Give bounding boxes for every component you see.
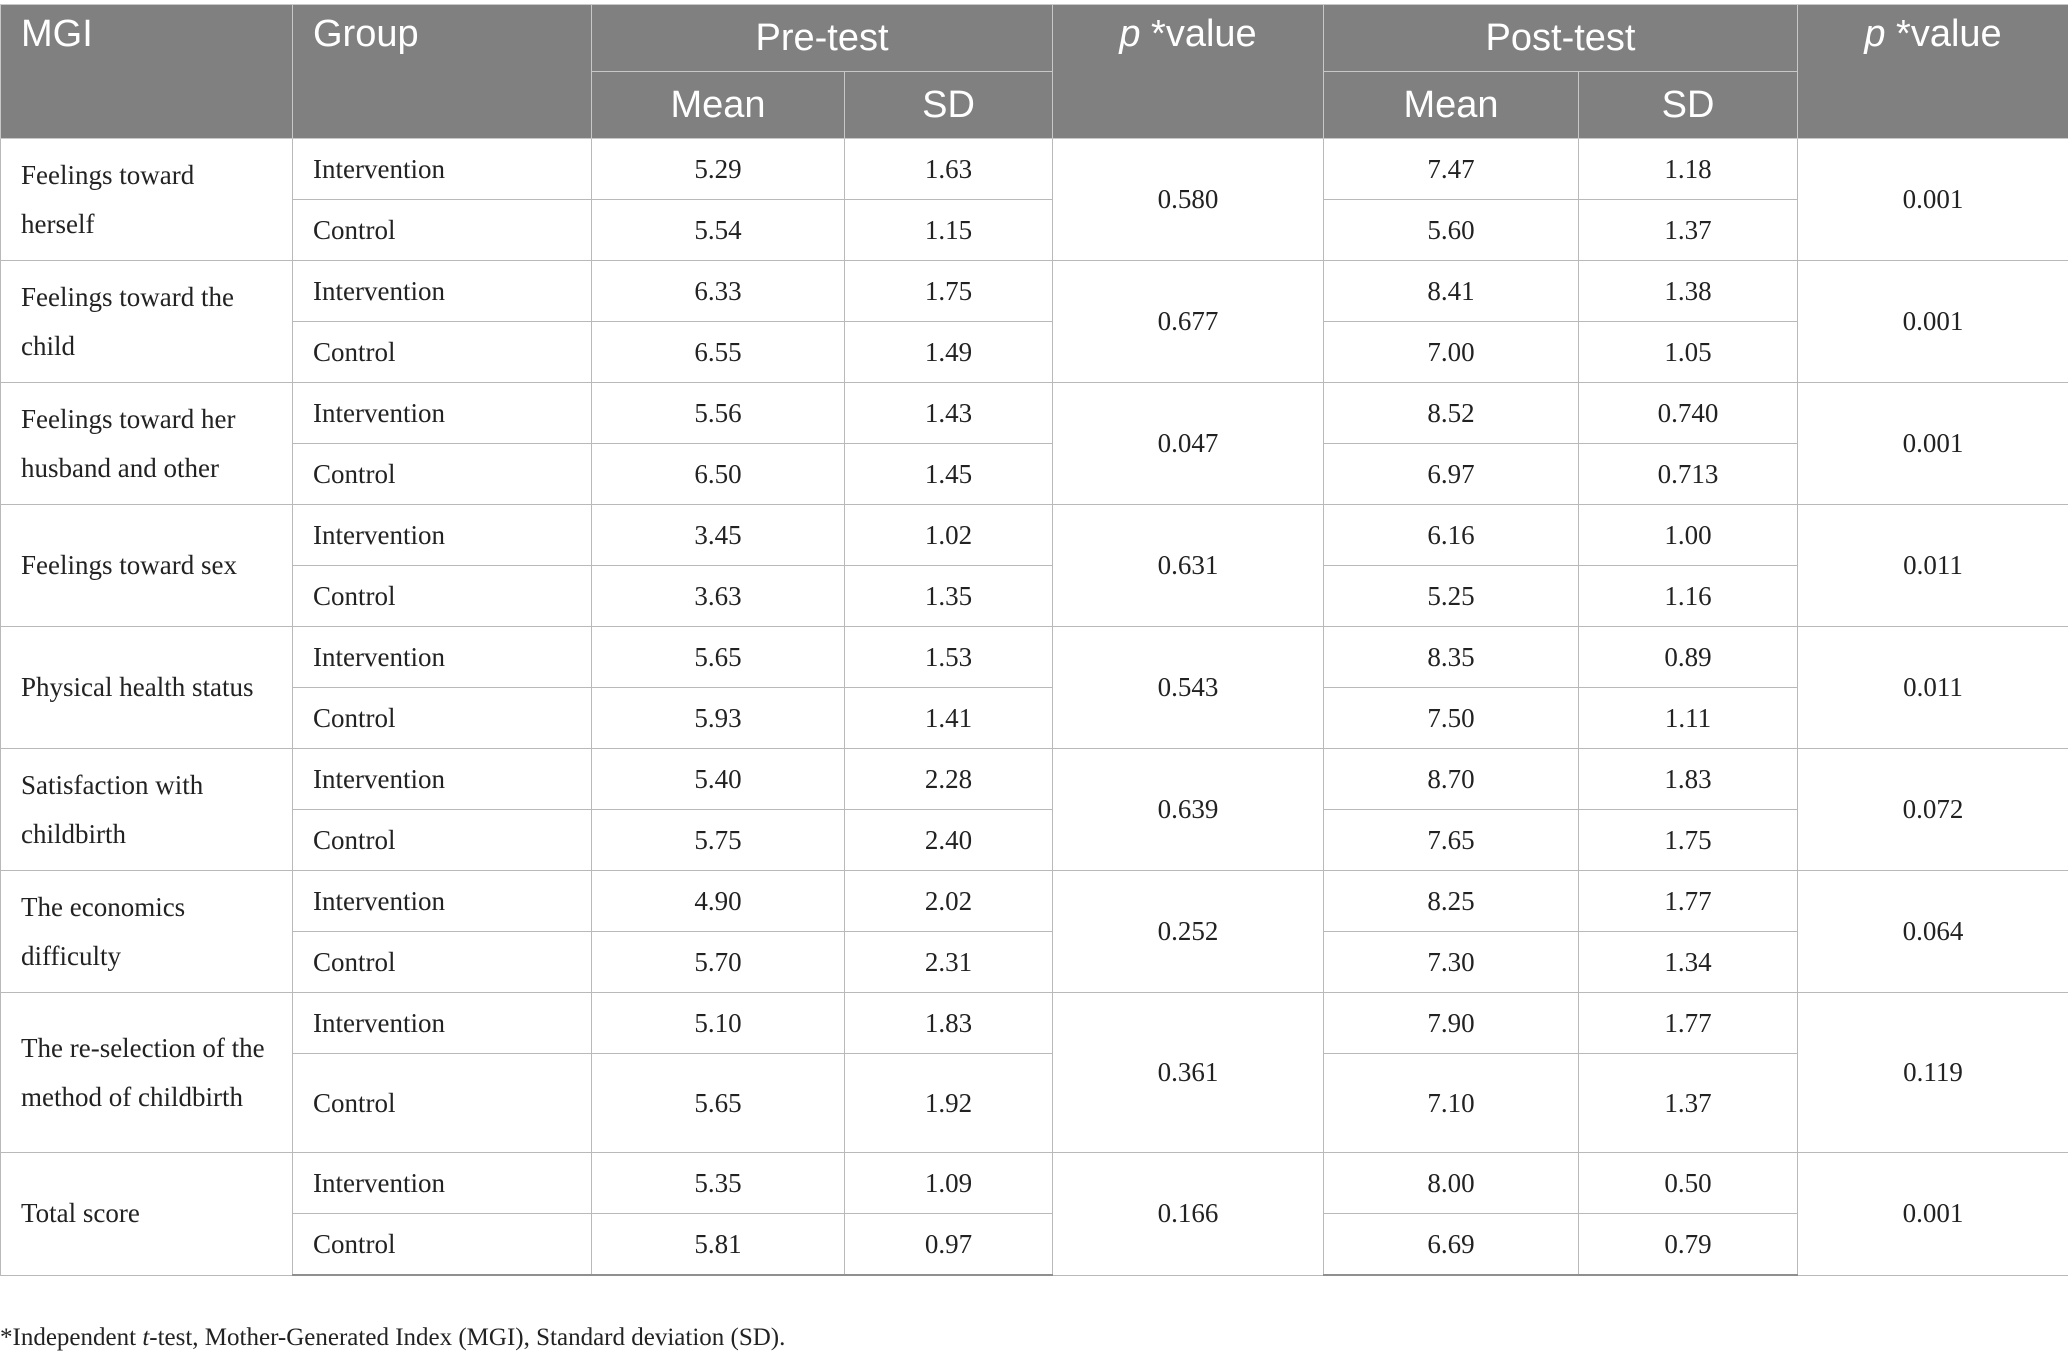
pre-sd: 2.31 — [845, 932, 1053, 993]
pre-mean: 6.55 — [592, 322, 845, 383]
table-row — [1, 993, 2068, 1054]
post-p-value: 0.064 — [1798, 871, 2068, 993]
pre-sd: 1.53 — [845, 627, 1053, 688]
pre-mean: 3.45 — [592, 505, 845, 566]
post-mean: 7.65 — [1324, 810, 1579, 871]
mgi-domain: Feelings toward her husband and other — [1, 383, 293, 505]
table-row — [1, 627, 2068, 688]
pre-sd: 1.02 — [845, 505, 1053, 566]
table-row — [1, 322, 2068, 383]
table-row — [1, 200, 2068, 261]
pre-mean: 5.93 — [592, 688, 845, 749]
pre-p-value: 0.631 — [1053, 505, 1324, 627]
group-label: Control — [293, 688, 592, 749]
pre-p-value: 0.047 — [1053, 383, 1324, 505]
header-group: Group — [293, 5, 592, 139]
table-header — [1, 5, 2068, 139]
post-p-value: 0.011 — [1798, 627, 2068, 749]
mgi-domain: The re-selection of the method of childbirth — [1, 993, 293, 1153]
post-mean: 7.50 — [1324, 688, 1579, 749]
post-sd: 1.05 — [1579, 322, 1798, 383]
pre-mean: 5.29 — [592, 139, 845, 200]
table-row — [1, 810, 2068, 871]
post-sd: 1.75 — [1579, 810, 1798, 871]
pre-sd: 2.40 — [845, 810, 1053, 871]
pre-mean: 5.10 — [592, 993, 845, 1054]
pre-mean: 6.50 — [592, 444, 845, 505]
mgi-domain: Feelings toward herself — [1, 139, 293, 261]
post-mean: 8.70 — [1324, 749, 1579, 810]
pre-mean: 5.56 — [592, 383, 845, 444]
pre-sd: 0.97 — [845, 1214, 1053, 1276]
header-pre-mean: Mean — [592, 72, 845, 139]
table-footnote — [0, 1324, 785, 1352]
pre-sd: 1.15 — [845, 200, 1053, 261]
header-post-test: Post-test — [1324, 5, 1798, 72]
post-sd: 1.16 — [1579, 566, 1798, 627]
post-sd: 1.34 — [1579, 932, 1798, 993]
mgi-domain: The economics difficulty — [1, 871, 293, 993]
pre-sd: 1.45 — [845, 444, 1053, 505]
group-label: Intervention — [293, 261, 592, 322]
post-sd: 1.00 — [1579, 505, 1798, 566]
group-label: Intervention — [293, 993, 592, 1054]
pre-sd: 1.49 — [845, 322, 1053, 383]
group-label: Intervention — [293, 871, 592, 932]
table-row — [1, 505, 2068, 566]
footnote-text: *Independent — [0, 1324, 143, 1351]
group-label: Control — [293, 1214, 592, 1276]
post-mean: 8.41 — [1324, 261, 1579, 322]
pre-sd: 2.02 — [845, 871, 1053, 932]
group-label: Control — [293, 810, 592, 871]
group-label: Control — [293, 322, 592, 383]
pre-mean: 5.35 — [592, 1153, 845, 1214]
pre-sd: 2.28 — [845, 749, 1053, 810]
group-label: Control — [293, 200, 592, 261]
table-row — [1, 1054, 2068, 1153]
post-p-value: 0.001 — [1798, 261, 2068, 383]
post-mean: 5.60 — [1324, 200, 1579, 261]
post-mean: 5.25 — [1324, 566, 1579, 627]
mgi-domain: Feelings toward sex — [1, 505, 293, 627]
header-post-p-value — [1798, 5, 2068, 139]
post-mean: 7.90 — [1324, 993, 1579, 1054]
group-label: Intervention — [293, 1153, 592, 1214]
group-label: Control — [293, 932, 592, 993]
table-row — [1, 139, 2068, 200]
post-mean: 6.16 — [1324, 505, 1579, 566]
header-post-mean: Mean — [1324, 72, 1579, 139]
p-value-suffix: *value — [1140, 13, 1257, 55]
group-label: Intervention — [293, 139, 592, 200]
table-row — [1, 261, 2068, 322]
post-p-value: 0.119 — [1798, 993, 2068, 1153]
pre-sd: 1.92 — [845, 1054, 1053, 1153]
post-p-value: 0.001 — [1798, 139, 2068, 261]
post-mean: 7.47 — [1324, 139, 1579, 200]
footnote-t-italic: t — [142, 1324, 150, 1351]
post-mean: 6.97 — [1324, 444, 1579, 505]
pre-mean: 5.40 — [592, 749, 845, 810]
post-mean: 6.69 — [1324, 1214, 1579, 1276]
pre-p-value: 0.361 — [1053, 993, 1324, 1153]
table-row — [1, 1214, 2068, 1276]
post-mean: 7.10 — [1324, 1054, 1579, 1153]
post-mean: 8.25 — [1324, 871, 1579, 932]
pre-sd: 1.63 — [845, 139, 1053, 200]
post-p-value: 0.001 — [1798, 1153, 2068, 1276]
post-p-value: 0.001 — [1798, 383, 2068, 505]
table-row — [1, 749, 2068, 810]
group-label: Intervention — [293, 383, 592, 444]
pre-p-value: 0.677 — [1053, 261, 1324, 383]
mgi-results-table — [0, 4, 2068, 1276]
p-italic: p — [1864, 13, 1886, 55]
pre-sd: 1.35 — [845, 566, 1053, 627]
pre-sd: 1.41 — [845, 688, 1053, 749]
footnote-text: -test, Mother-Generated Index (MGI), Standard deviation (SD). — [149, 1324, 786, 1351]
mgi-domain: Satisfaction with childbirth — [1, 749, 293, 871]
post-sd: 1.37 — [1579, 1054, 1798, 1153]
table-row — [1, 688, 2068, 749]
post-mean: 7.00 — [1324, 322, 1579, 383]
pre-p-value: 0.252 — [1053, 871, 1324, 993]
pre-p-value: 0.639 — [1053, 749, 1324, 871]
pre-sd: 1.43 — [845, 383, 1053, 444]
mgi-domain: Total score — [1, 1153, 293, 1276]
post-sd: 0.740 — [1579, 383, 1798, 444]
post-sd: 1.37 — [1579, 200, 1798, 261]
post-sd: 0.713 — [1579, 444, 1798, 505]
group-label: Intervention — [293, 749, 592, 810]
post-sd: 1.11 — [1579, 688, 1798, 749]
pre-sd: 1.75 — [845, 261, 1053, 322]
pre-p-value: 0.543 — [1053, 627, 1324, 749]
header-pre-sd: SD — [845, 72, 1053, 139]
table-row — [1, 383, 2068, 444]
table-row — [1, 932, 2068, 993]
post-p-value: 0.011 — [1798, 505, 2068, 627]
post-sd: 1.18 — [1579, 139, 1798, 200]
group-label: Control — [293, 1054, 592, 1153]
table-row — [1, 444, 2068, 505]
pre-mean: 5.65 — [592, 1054, 845, 1153]
pre-mean: 4.90 — [592, 871, 845, 932]
mgi-domain: Feelings toward the child — [1, 261, 293, 383]
pre-mean: 5.81 — [592, 1214, 845, 1276]
pre-p-value: 0.166 — [1053, 1153, 1324, 1276]
post-p-value: 0.072 — [1798, 749, 2068, 871]
table-row — [1, 566, 2068, 627]
p-italic: p — [1119, 13, 1141, 55]
group-label: Control — [293, 566, 592, 627]
pre-mean: 5.65 — [592, 627, 845, 688]
group-label: Control — [293, 444, 592, 505]
post-mean: 8.00 — [1324, 1153, 1579, 1214]
header-pre-test: Pre-test — [592, 5, 1053, 72]
pre-sd: 1.09 — [845, 1153, 1053, 1214]
mgi-domain: Physical health status — [1, 627, 293, 749]
table-row — [1, 871, 2068, 932]
post-sd: 1.77 — [1579, 993, 1798, 1054]
post-sd: 1.77 — [1579, 871, 1798, 932]
pre-p-value: 0.580 — [1053, 139, 1324, 261]
header-pre-p-value — [1053, 5, 1324, 139]
header-mgi: MGI — [1, 5, 293, 139]
p-value-suffix: *value — [1885, 13, 2002, 55]
header-post-sd: SD — [1579, 72, 1798, 139]
post-sd: 0.50 — [1579, 1153, 1798, 1214]
post-sd: 0.89 — [1579, 627, 1798, 688]
pre-sd: 1.83 — [845, 993, 1053, 1054]
post-sd: 1.83 — [1579, 749, 1798, 810]
post-sd: 0.79 — [1579, 1214, 1798, 1276]
group-label: Intervention — [293, 627, 592, 688]
pre-mean: 6.33 — [592, 261, 845, 322]
table-body — [1, 139, 2068, 1276]
group-label: Intervention — [293, 505, 592, 566]
pre-mean: 3.63 — [592, 566, 845, 627]
post-mean: 8.52 — [1324, 383, 1579, 444]
post-mean: 8.35 — [1324, 627, 1579, 688]
pre-mean: 5.75 — [592, 810, 845, 871]
post-sd: 1.38 — [1579, 261, 1798, 322]
table-row — [1, 1153, 2068, 1214]
pre-mean: 5.70 — [592, 932, 845, 993]
pre-mean: 5.54 — [592, 200, 845, 261]
post-mean: 7.30 — [1324, 932, 1579, 993]
